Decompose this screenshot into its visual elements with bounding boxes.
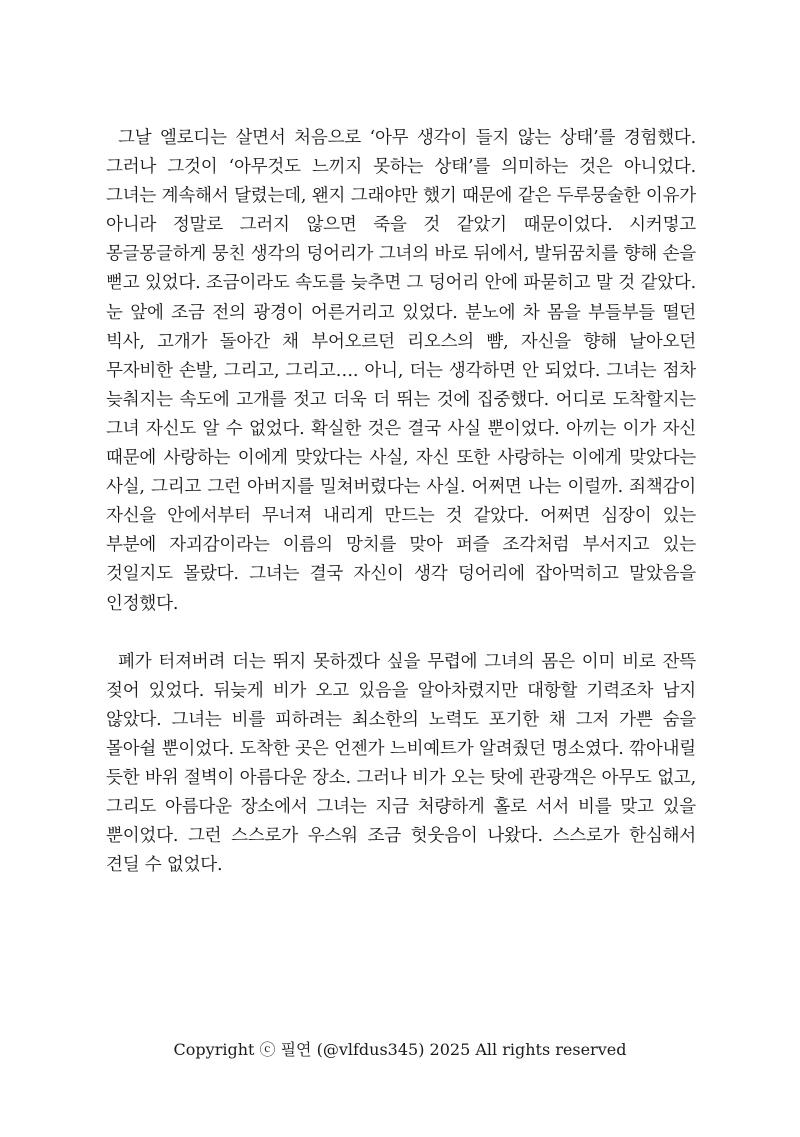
copyright-footer: Copyright ⓒ 필연 (@vlfdus345) 2025 All rights reserved [173,1040,627,1059]
paragraph-2: 폐가 터져버려 더는 뛰지 못하겠다 싶을 무렵에 그녀의 몸은 이미 비로 잔뜩 젖어 있었다. 뒤늦게 비가 오고 있음을 알아차렸지만 대항할 기력조차 남지 않았다. 그녀는 비를 피하려는 최소한의 노력도 포기한 채 그저 가쁜 숨을 몰아쉴 뿐이었다. 도착한 곳은 언젠가 느비예트가 알려줬던 명소였다. 깎아내릴 듯한 바위 절벽이 아름다운 장소. 그러나 비가 오는 탓에 관광객은 아무도 없고, 그리도 아름다운 장소에서 그녀는 지금 처량하게 홀로 서서 비를 맞고 있을 뿐이었다. 그런 스스로가 우스워 조금 헛웃음이 나왔다. 스스로가 한심해서 견딜 수 없었다. [106,651,696,876]
paragraph-1: 그날 엘로디는 살면서 처음으로 ‘아무 생각이 들지 않는 상태’를 경험했다. 그러나 그것이 ‘아무것도 느끼지 못하는 상태’를 의미하는 것은 아니었다. 그녀는 계속해서 달렸는데, 왠지 그래야만 했기 때문에 같은 두루뭉술한 이유가 아니라 정말로 그러지 않으면 죽을 것 같았기 때문이었다. 시커멓고 몽글몽글하게 뭉친 생각의 덩어리가 그녀의 바로 뒤에서, 발뒤꿈치를 향해 손을 뻗고 있었다. 조금이라도 속도를 늦추면 그 덩어리 안에 파묻히고 말 것 같았다. 눈 앞에 조금 전의 광경이 어른거리고 있었다. 분노에 차 몸을 부들부들 떨던 빅사, 고개가 돌아간 채 부어오르던 리오스의 뺨, 자신을 향해 날아오던 무자비한 손발, 그리고, 그리고…. 아니, 더는 생각하면 안 되었다. 그녀는 점차 늦춰지는 속도에 고개를 젓고 더욱 더 뛰는 것에 집중했다. 어디로 도착할지는 그녀 자신도 알 수 없었다. 확실한 것은 결국 사실 뿐이었다. 아끼는 이가 자신 때문에 사랑하는 이에게 맞았다는 사실, 자신 또한 사랑하는 이에게 맞았다는 사실, 그리고 그런 아버지를 밀쳐버렸다는 사실. 어쩌면 나는 이럴까. 죄책감이 자신을 안에서부터 무너져 내리게 만드는 것 같았다. 어쩌면 심장이 있는 부분에 자괴감이라는 이름의 망치를 맞아 퍼즐 조각처럼 부서지고 있는 것일지도 몰랐다. 그녀는 결국 자신이 생각 덩어리에 잡아먹히고 말았음을 인정했다. [106,128,696,614]
document-body [106,124,696,880]
